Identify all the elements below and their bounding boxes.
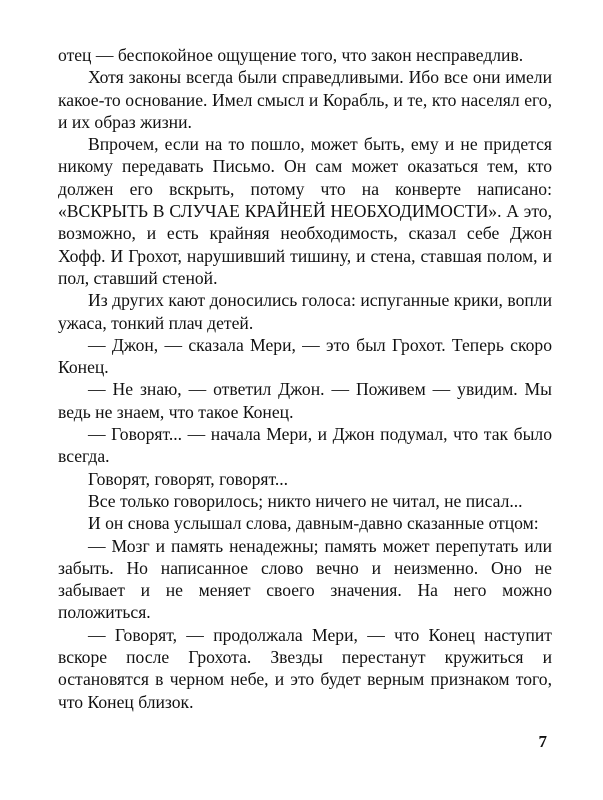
paragraph: — Говорят... — начала Мери, и Джон подумал, что так было всегда.	[58, 424, 552, 467]
paragraph: Все только говорилось; никто ничего не читал, не писал...	[88, 490, 523, 511]
paragraph: И он снова услышал слова, давным-давно сказанные отцом:	[88, 513, 539, 534]
body-text	[58, 44, 552, 713]
paragraph: Впрочем, если на то пошло, может быть, ему и не придется никому передавать Письмо. Он сам может оказаться тем, кто должен его вскрыть, потому что на конверте написано: «ВСКРЫТЬ В СЛУЧАЕ КРАЙНЕЙ НЕОБХОДИМОСТИ». А это, возможно, и есть крайняя необходимость, сказал себе Джон Хофф. И Грохот, нарушивший тишину, и стена, ставшая полом, и пол, ставший стеной.	[58, 134, 552, 288]
paragraph: — Говорят, — продолжала Мери, — что Конец наступит вскоре после Грохота. Звезды перестанут кружиться и остановятся в черном небе, и это будет верным признаком того, что Конец близок.	[58, 624, 552, 712]
page-number: 7	[538, 732, 547, 751]
paragraph: — Мозг и память ненадежны; память может перепутать или забыть. Но написанное слово вечно и неизменно. Оно не забывает и не меняет своего значения. На него можно положиться.	[58, 535, 552, 623]
paragraph: Из других кают доносились голоса: испуганные крики, вопли ужаса, тонкий плач детей.	[58, 290, 552, 333]
paragraph: — Не знаю, — ответил Джон. — Поживем — увидим. Мы ведь не знаем, что такое Конец.	[58, 379, 552, 422]
paragraph: Говорят, говорят, говорят...	[88, 468, 289, 489]
paragraph: Хотя законы всегда были справедливыми. Ибо все они имели какое-то основание. Имел смысл и Корабль, и те, кто населял его, и их образ жизни.	[58, 67, 552, 132]
paragraph: отец — беспокойное ощущение того, что закон несправедлив.	[58, 45, 524, 65]
paragraph: — Джон, — сказала Мери, — это был Грохот. Теперь скоро Конец.	[58, 334, 552, 378]
